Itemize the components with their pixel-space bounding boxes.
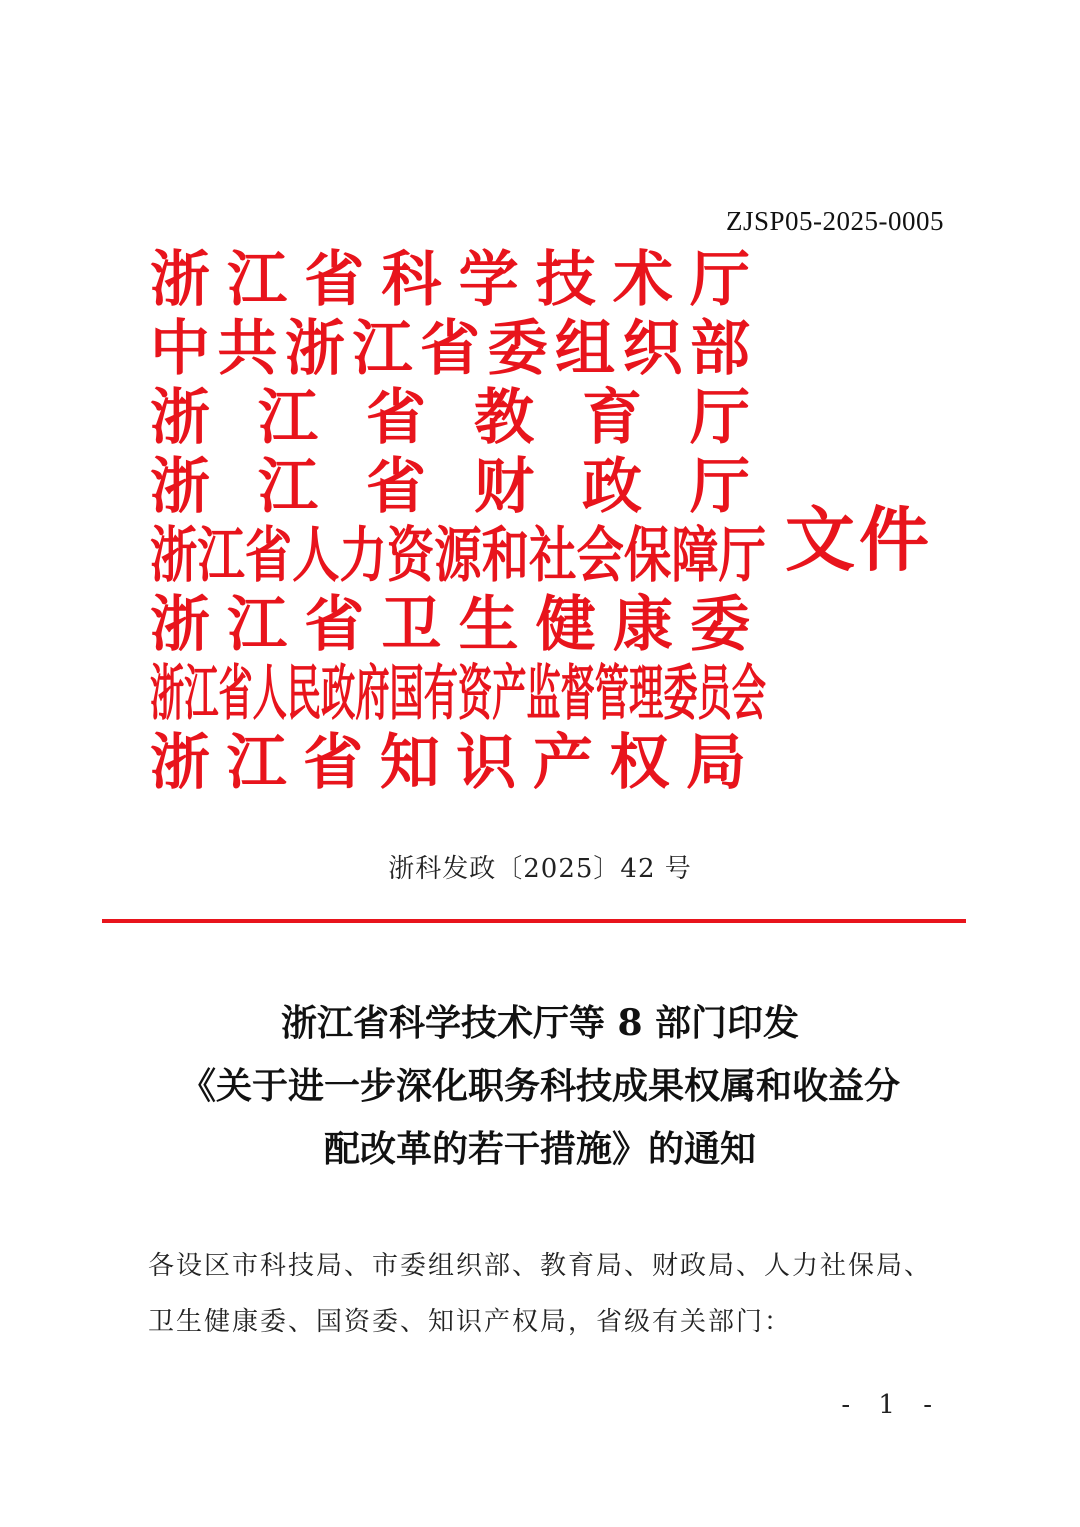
issuer-line: 浙江省卫生健康委 xyxy=(150,590,768,660)
document-suffix: 文件 xyxy=(785,498,933,581)
title-line: 浙江省科学技术厅等 8 部门印发 xyxy=(280,1002,800,1044)
document-title xyxy=(0,992,1080,1181)
issuer-line: 浙江省人民政府国有资产监督管理委员会 xyxy=(150,659,766,729)
issuer-line: 浙江省人力资源和社会保障厅 xyxy=(150,521,766,591)
issuer-line: 中共浙江省委组织部 xyxy=(150,314,758,384)
issuer-line: 浙江省财政厅 xyxy=(150,452,798,522)
title-line: 《关于进一步深化职务科技成果权属和收益分 xyxy=(179,1065,900,1107)
addressee-line: 各设区市科技局、市委组织部、教育局、财政局、人力社保局、 xyxy=(148,1251,933,1281)
issuer-line: 浙江省教育厅 xyxy=(150,383,798,453)
addressee xyxy=(148,1238,948,1350)
issuer-line: 浙江省科学技术厅 xyxy=(150,245,768,315)
red-divider xyxy=(102,919,966,923)
issuer-line: 浙江省知识产权局 xyxy=(150,728,763,798)
addressee-line: 卫生健康委、国资委、知识产权局，省级有关部门： xyxy=(148,1307,793,1337)
page-number: - 1 - xyxy=(841,1390,942,1420)
issuer-block xyxy=(150,245,798,798)
document-id: ZJSP05-2025-0005 xyxy=(725,206,944,236)
title-line: 配改革的若干措施》的通知 xyxy=(323,1128,756,1170)
document-number: 浙科发政〔2025〕42 号 xyxy=(388,854,692,884)
